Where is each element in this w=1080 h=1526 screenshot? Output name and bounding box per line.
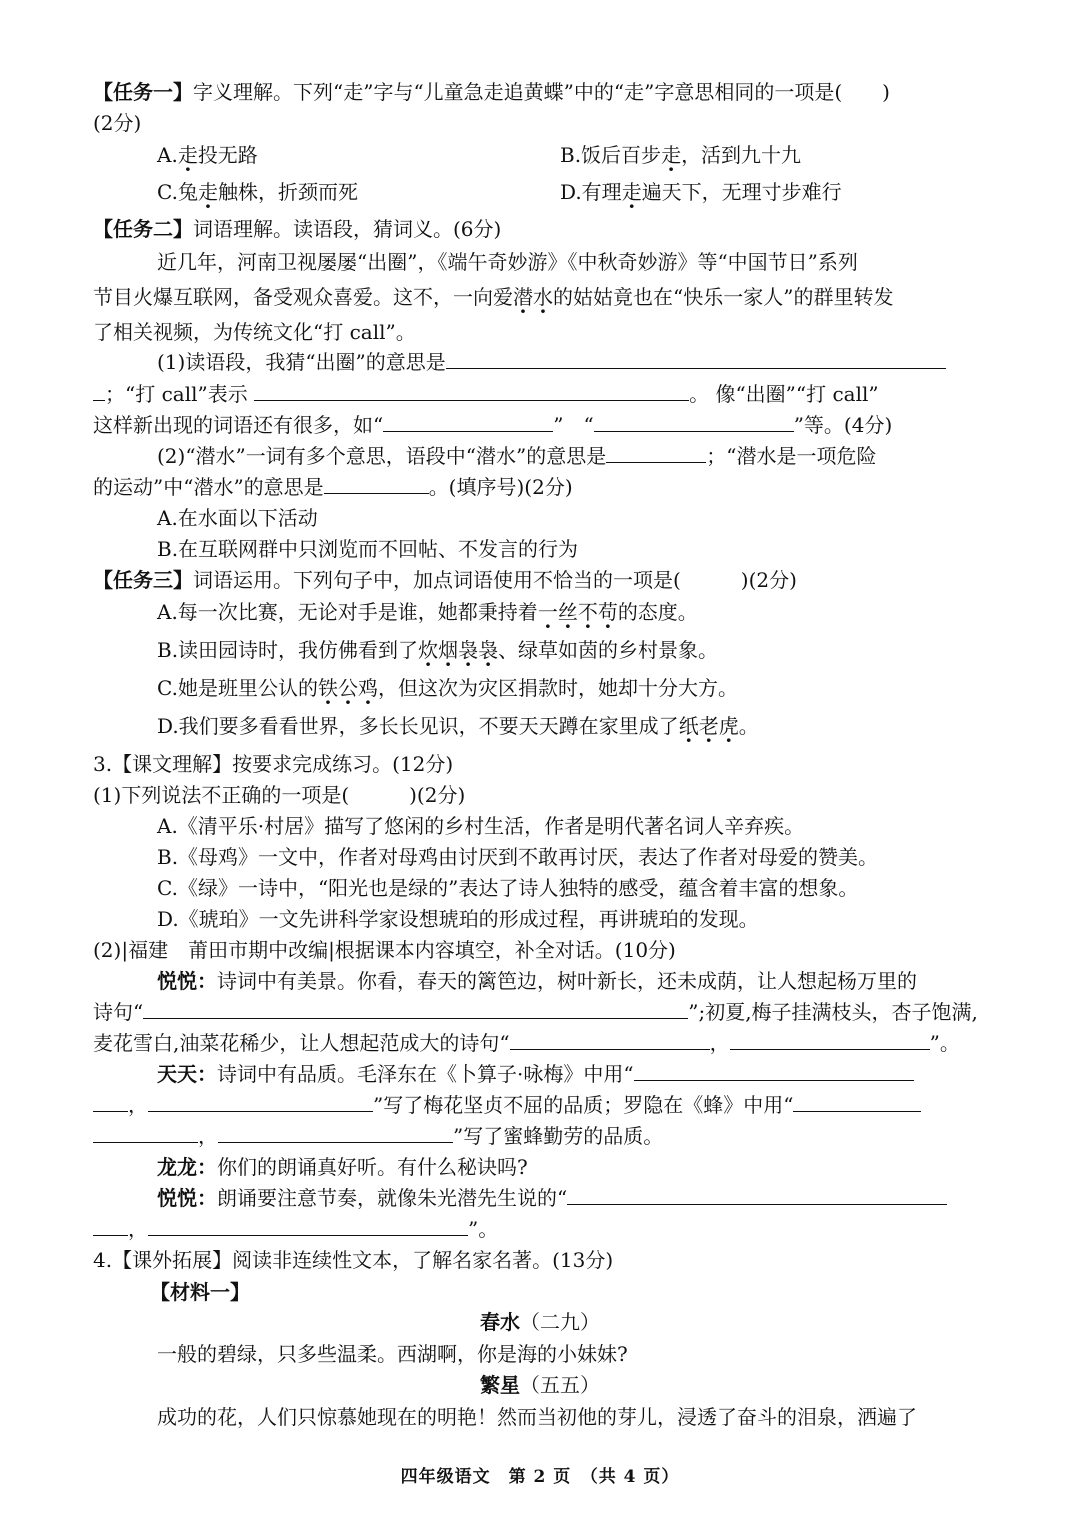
answer-blank[interactable] <box>93 1122 198 1143</box>
answer-blank[interactable] <box>606 442 706 463</box>
poem-title-fanxing: 繁星（五五） <box>480 1373 600 1397</box>
task3-option-d: D.我们要多看看世界，多长长见识，不要天天蹲在家里成了纸老虎。 <box>157 714 759 738</box>
dialog-yueyue-1: 悦悦：诗词中有美景。你看，春天的篱笆边，树叶新长，还未成荫，让人想起杨万里的 <box>157 969 917 993</box>
answer-blank[interactable] <box>383 411 553 432</box>
task1-option-c: C.兔走触株，折颈而死 <box>157 180 358 204</box>
answer-blank[interactable] <box>324 473 429 494</box>
q3-option-c: C.《绿》一诗中，“阳光也是绿的”表达了诗人独特的感受，蕴含着丰富的想象。 <box>157 876 859 900</box>
page-footer: 四年级语文 第 2 页 （共 4 页） <box>400 1467 680 1487</box>
answer-blank[interactable] <box>148 1091 373 1112</box>
dialog-tiantian-1: 天天：诗词中有品质。毛泽东在《卜算子·咏梅》中用“ <box>157 1060 914 1088</box>
q4-heading: 4.【课外拓展】阅读非连续性文本，了解名家名著。(13分) <box>93 1248 614 1272</box>
task3-option-a: A.每一次比赛，无论对手是谁，她都秉持着一丝不苟的态度。 <box>157 600 698 624</box>
task2-option-a: A.在水面以下活动 <box>157 506 318 530</box>
q3-sub1: (1)下列说法不正确的一项是( )(2分) <box>93 783 466 807</box>
dialog-tiantian-2: ， ”写了梅花坚贞不屈的品质；罗隐在《蜂》中用“ <box>93 1091 921 1119</box>
answer-blank[interactable] <box>510 1029 710 1050</box>
dialog-yueyue-3: 麦花雪白,油菜花稀少，让人想起范成大的诗句“ ， ”。 <box>93 1031 960 1055</box>
task2-q1-line3: 这样新出现的词语还有很多，如“ ” “ ”等。(4分) <box>93 413 893 437</box>
task2-passage-line3: 了相关视频，为传统文化“打 call”。 <box>93 320 416 344</box>
answer-blank[interactable] <box>93 380 105 401</box>
task1-option-b: B.饭后百步走，活到九十九 <box>560 143 802 167</box>
task2-question: 【任务二】词语理解。读语段，猜词义。(6分) <box>93 217 502 241</box>
poem-chunshui-text: 一般的碧绿，只多些温柔。西湖啊，你是海的小妹妹? <box>157 1342 628 1366</box>
material-1-label: 【材料一】 <box>150 1280 250 1304</box>
task3-question: 【任务三】词语运用。下列句子中，加点词语使用不恰当的一项是( )(2分) <box>93 568 797 592</box>
dialog-longlong: 龙龙：你们的朗诵真好听。有什么秘诀吗? <box>157 1155 528 1179</box>
task2-q1-line1: (1)读语段，我猜“出圈”的意思是 <box>157 348 946 376</box>
task1-option-d: D.有理走遍天下，无理寸步难行 <box>560 180 842 204</box>
answer-blank[interactable] <box>148 1215 468 1236</box>
task3-option-b: B.读田园诗时，我仿佛看到了炊烟袅袅、绿草如茵的乡村景象。 <box>157 638 719 662</box>
answer-blank[interactable] <box>254 380 689 401</box>
task1-score: (2分) <box>93 111 142 135</box>
dialog-tiantian-3: ， ”写了蜜蜂勤劳的品质。 <box>93 1122 663 1150</box>
answer-blank[interactable] <box>93 1091 128 1112</box>
task2-q2-line2: 的运动”中“潜水”的意思是 。(填序号)(2分) <box>93 475 573 499</box>
dialog-yueyue-2: 诗句“ ”;初夏,梅子挂满枝头，杏子饱满, <box>93 1000 978 1024</box>
answer-blank[interactable] <box>793 1091 921 1112</box>
q3-option-d: D.《琥珀》一文先讲科学家设想琥珀的形成过程，再讲琥珀的发现。 <box>157 907 759 931</box>
poem-title-chunshui: 春水（二九） <box>480 1310 600 1334</box>
task2-passage-line1: 近几年，河南卫视屡屡“出圈”，《端午奇妙游》《中秋奇妙游》等“中国节日”系列 <box>157 250 858 274</box>
task2-q2-line1: (2)“潜水”一词有多个意思，语段中“潜水”的意思是 ；“潜水是一项危险 <box>157 444 877 468</box>
answer-blank[interactable] <box>143 998 688 1019</box>
answer-blank[interactable] <box>218 1122 453 1143</box>
task1-question: 【任务一】字义理解。下列“走”字与“儿童急走追黄蝶”中的“走”字意思相同的一项是( ) <box>93 80 890 104</box>
q3-option-b: B.《母鸡》一文中，作者对母鸡由讨厌到不敢再讨厌，表达了作者对母爱的赞美。 <box>157 845 879 869</box>
dialog-yueyue-5: ， ”。 <box>93 1215 498 1243</box>
poem-fanxing-text: 成功的花，人们只惊慕她现在的明艳！然而当初他的芽儿，浸透了奋斗的泪泉，洒遍了 <box>157 1405 917 1429</box>
q3-option-a: A.《清平乐·村居》描写了悠闲的乡村生活，作者是明代著名词人辛弃疾。 <box>157 814 805 838</box>
task3-option-c: C.她是班里公认的铁公鸡，但这次为灾区捐款时，她却十分大方。 <box>157 676 738 700</box>
answer-blank[interactable] <box>446 348 946 369</box>
q3-heading: 3.【课文理解】按要求完成练习。(12分) <box>93 752 454 776</box>
answer-blank[interactable] <box>567 1184 947 1205</box>
task1-option-a: A.走投无路 <box>157 143 258 167</box>
task2-passage-line2: 节目火爆互联网，备受观众喜爱。这不，一向爱潜水的姑姑竟也在“快乐一家人”的群里转发 <box>93 285 894 309</box>
answer-blank[interactable] <box>594 411 794 432</box>
answer-blank[interactable] <box>634 1060 914 1081</box>
task2-option-b: B.在互联网群中只浏览而不回帖、不发言的行为 <box>157 537 579 561</box>
answer-blank[interactable] <box>730 1029 930 1050</box>
dialog-yueyue-4: 悦悦：朗诵要注意节奏，就像朱光潜先生说的“ <box>157 1184 947 1212</box>
answer-blank[interactable] <box>93 1215 128 1236</box>
q3-sub2: (2)|福建 莆田市期中改编|根据课本内容填空，补全对话。(10分) <box>93 938 676 962</box>
task2-q1-line2: ；“打 call”表示 。 像“出圈”“打 call” <box>93 380 879 408</box>
